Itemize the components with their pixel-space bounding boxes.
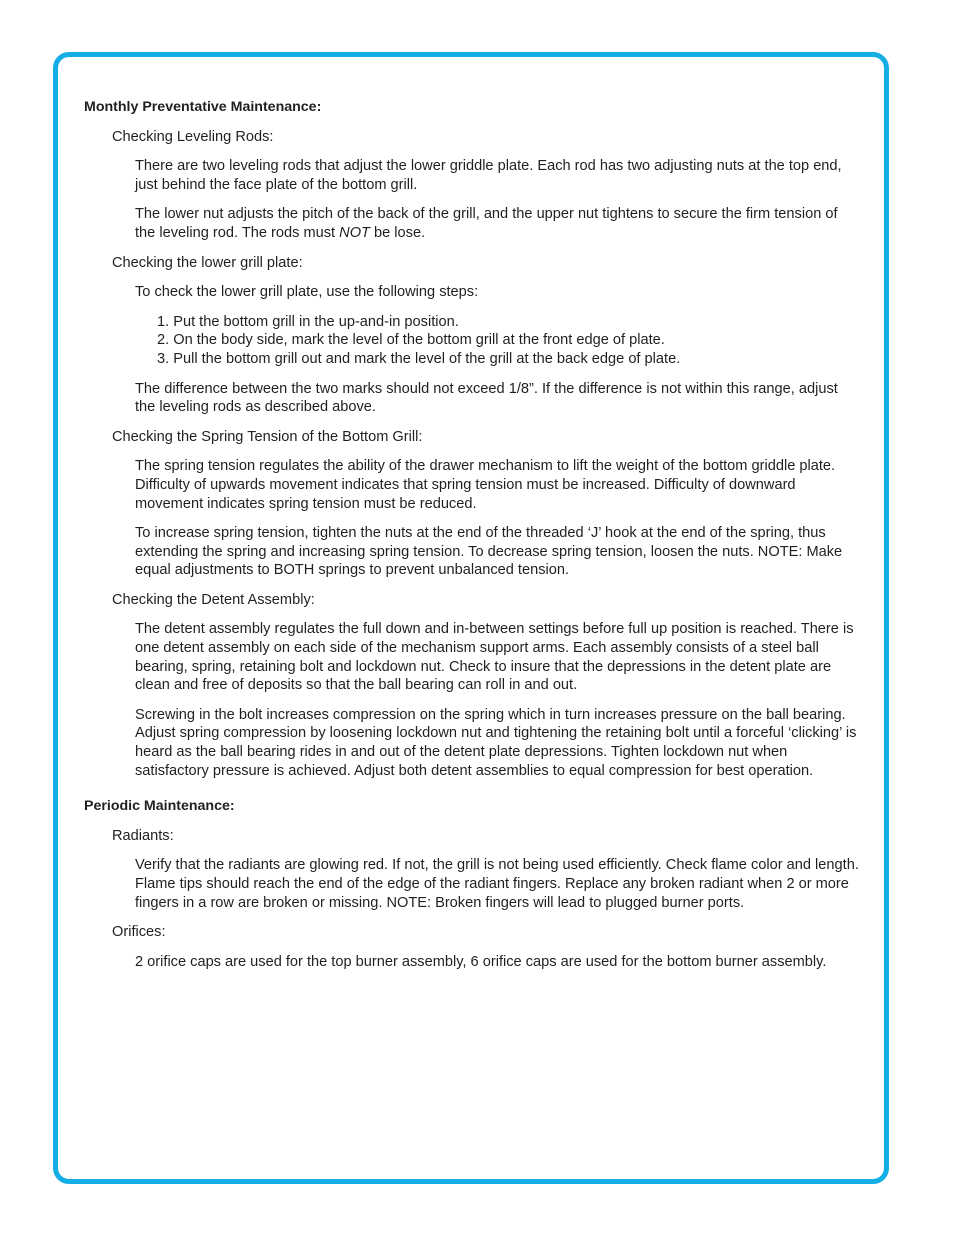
- radiants-paragraph: Verify that the radiants are glowing red. If not, the grill is not being used efficiently. Check flame color and length. Flame tips should reach the end of the edge of the radiant fingers. Replace any broken radiant when 2 or more fingers in a row are broken or missing. NOTE: Broken fingers will lead to plugged burner ports.: [135, 857, 859, 911]
- detent-assembly-paragraph-1: The detent assembly regulates the full down and in-between settings before full up position is reached. There is one detent assembly on each side of the mechanism support arms. Each assembly consists of a steel ball bearing, spring, retaining bolt and lockdown nut. Check to insure that the depressions in the detent plate are clean and free of deposits so that the ball bearing can roll in and out.: [135, 621, 854, 694]
- detent-assembly-paragraph-2: Screwing in the bolt increases compression on the spring which in turn increases pressure on the ball bearing. Adjust spring compression by loosening lockdown nut and tightening the retaining bolt until a forceful ‘clicking’ is heard as the ball bearing rides in and out of the detent plate depressions. Tighten lockdown nut when satisfactory pressure is achieved. Adjust both detent assemblies to equal compression for best operation.: [135, 706, 857, 779]
- spring-tension-heading: Checking the Spring Tension of the Bottom Grill:: [112, 428, 423, 445]
- spring-tension-paragraph-1: The spring tension regulates the ability of the drawer mechanism to lift the weight of the bottom griddle plate. Difficulty of upwards movement indicates that spring tension must be increased. Difficulty of downward movement indicates spring tension must be reduced.: [135, 458, 836, 512]
- lower-plate-heading: Checking the lower grill plate:: [112, 254, 303, 271]
- leveling-p2-text-b: be lose.: [369, 224, 426, 241]
- leveling-p2-text-a: The lower nut adjusts the pitch of the back of the grill, and the upper nut tightens to secure the firm tension of the leveling rod. The rods must: [135, 206, 838, 241]
- lower-plate-steps: [157, 313, 859, 369]
- step-item: 1. Put the bottom grill in the up-and-in position.: [157, 313, 459, 330]
- detent-assembly-heading: Checking the Detent Assembly:: [112, 591, 315, 608]
- step-item: 2. On the body side, mark the level of the bottom grill at the front edge of plate.: [157, 332, 665, 349]
- leveling-rods-heading: Checking Leveling Rods:: [112, 128, 274, 145]
- orifices-heading: Orifices:: [112, 924, 166, 941]
- radiants-heading: Radiants:: [112, 827, 174, 844]
- periodic-maintenance-title: Periodic Maintenance:: [84, 798, 235, 815]
- lower-plate-intro: To check the lower grill plate, use the following steps:: [135, 284, 479, 301]
- document-body: [84, 98, 859, 982]
- leveling-p2-emphasis: NOT: [339, 224, 370, 241]
- lower-plate-outro: The difference between the two marks should not exceed 1/8”. If the difference is not within this range, adjust the leveling rods as described above.: [135, 380, 838, 416]
- step-item: 3. Pull the bottom grill out and mark the level of the grill at the back edge of plate.: [157, 350, 681, 367]
- leveling-rods-paragraph-1: There are two leveling rods that adjust the lower griddle plate. Each rod has two adjusting nuts at the top end, just behind the face plate of the bottom grill.: [135, 158, 842, 193]
- spring-tension-paragraph-2: To increase spring tension, tighten the nuts at the end of the threaded ‘J’ hook at the end of the spring, thus extending the spring and increasing spring tension. To decrease spring tension, loosen the nuts. NOTE: Make equal adjustments to BOTH springs to prevent unbalanced tension.: [135, 525, 843, 579]
- monthly-maintenance-title: Monthly Preventative Maintenance:: [84, 99, 322, 115]
- orifices-paragraph: 2 orifice caps are used for the top burner assembly, 6 orifice caps are used for the bottom burner assembly.: [135, 953, 827, 970]
- leveling-rods-paragraph-2: [135, 205, 859, 242]
